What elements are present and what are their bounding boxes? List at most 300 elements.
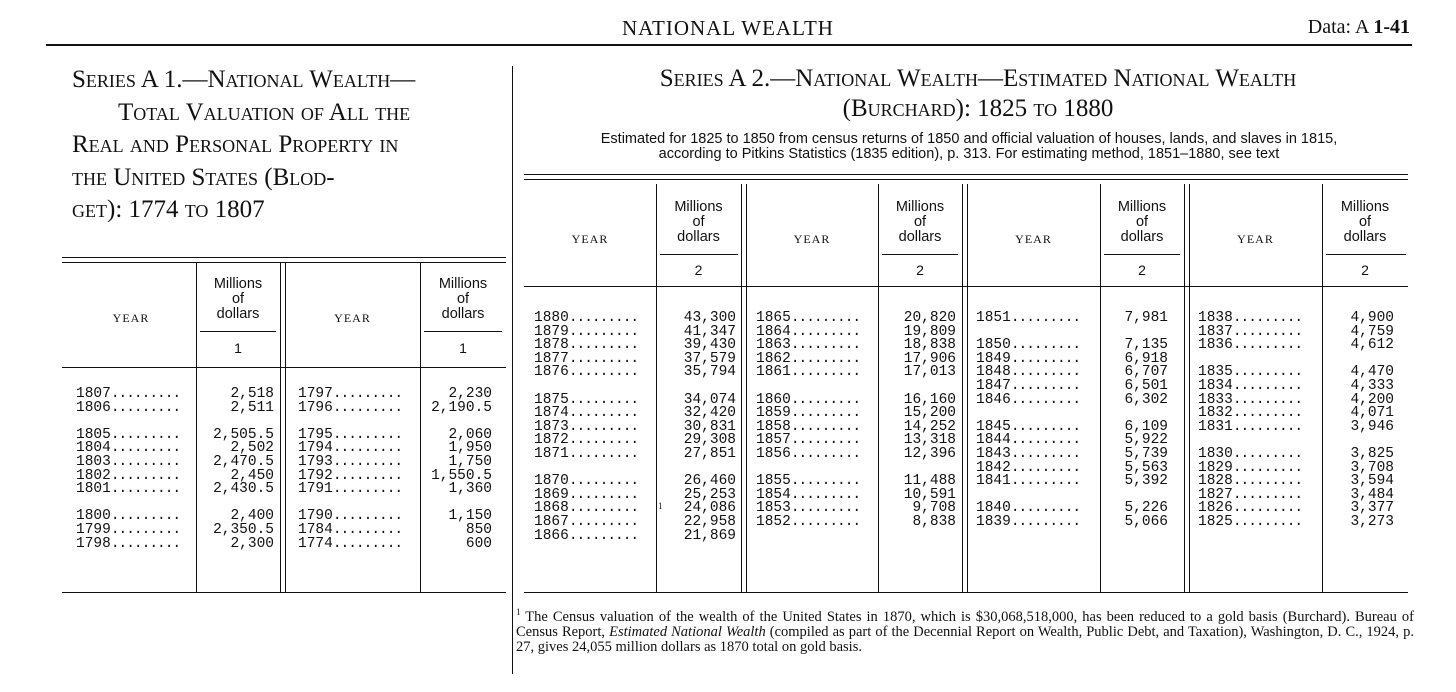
value-cell: 1,750: [448, 453, 492, 470]
leader-dots: .........: [332, 467, 403, 484]
value-cell: 1,150: [448, 508, 492, 525]
value-cell: 22,958: [683, 513, 736, 530]
leader-dots: .........: [1232, 364, 1303, 381]
value-cell: 39,430: [683, 337, 736, 354]
value-cell: 16,160: [903, 391, 956, 408]
year-cell: 1801.........: [76, 481, 181, 498]
leader-dots: .........: [1232, 377, 1303, 394]
leader-dots: .........: [1010, 364, 1081, 381]
data-ref-prefix: Data: A: [1307, 16, 1374, 38]
value-cell: 6,918: [1124, 350, 1168, 367]
year-cell: 1851.........: [976, 310, 1081, 326]
value-cell: 5,922: [1124, 432, 1168, 449]
value-cell: 4,470: [1350, 364, 1394, 381]
unit-header: [656, 200, 741, 245]
footnote-mark: 1: [516, 607, 521, 617]
table-bottom-rule: [62, 592, 506, 593]
leader-dots: .........: [110, 399, 181, 416]
year-cell: 1832.........: [1198, 405, 1303, 422]
series-a1-title-line: Series A 1.—National Wealth—: [72, 66, 416, 93]
series-a2-title-line2: (Burchard): 1825 to 1880: [842, 95, 1114, 122]
table-top-rule: [62, 257, 506, 258]
series-a2-note-line2: according to Pitkins Statistics (1835 edition), p. 313. For estimating method, 1851–1880, see text: [658, 146, 1280, 162]
series-a1-title-line: Real and Personal Property in: [72, 131, 399, 158]
value-cell: 18,838: [903, 337, 956, 354]
year-cell: 1827.........: [1198, 486, 1303, 503]
year-cell: 1844.........: [976, 432, 1081, 449]
footnote: [516, 605, 1414, 655]
col-rule: [741, 184, 742, 592]
value-cell: 2,450: [230, 467, 274, 484]
col-rule: [656, 184, 657, 592]
unit-header: [196, 277, 280, 322]
value-cell: 2,230: [448, 386, 492, 402]
unit-header-line: of: [456, 291, 470, 307]
year-cell: 1774.........: [298, 535, 403, 552]
unit-header-line: of: [913, 214, 927, 230]
leader-dots: .........: [1232, 473, 1303, 490]
year-cell: 1828.........: [1198, 473, 1303, 490]
year-cell: 1863.........: [756, 337, 861, 354]
leader-dots: .........: [1010, 432, 1081, 449]
leader-dots: .........: [790, 405, 861, 422]
leader-dots: .........: [1010, 500, 1081, 517]
year-cell: 1791.........: [298, 481, 403, 498]
unit-header-line: Millions: [1117, 199, 1167, 215]
year-cell: 1853.........: [756, 500, 861, 517]
data-ref-range: 1-41: [1373, 16, 1410, 38]
series-divider: [512, 66, 513, 674]
value-cell: 29,308: [683, 432, 736, 449]
unit-header-line: of: [692, 214, 705, 230]
leader-dots: .........: [790, 418, 861, 435]
year-cell: 1839.........: [976, 513, 1081, 530]
value-cell: 32,420: [683, 405, 736, 422]
unit-header-line: Millions: [674, 199, 723, 215]
year-cell: 1829.........: [1198, 459, 1303, 476]
col-number: 2: [916, 262, 924, 278]
value-cell: 4,900: [1350, 310, 1394, 326]
series-a2-title-line1: Series A 2.—National Wealth—Estimated National Wealth: [659, 65, 1297, 92]
value-cell: 5,563: [1124, 459, 1168, 476]
col-number: 2: [1361, 262, 1369, 278]
year-cell: 1876.........: [534, 364, 639, 381]
value-cell: 5,066: [1124, 513, 1168, 530]
value-cell: 30,831: [683, 418, 736, 435]
year-header: YEAR: [1015, 232, 1052, 246]
value-cell: 3,946: [1350, 418, 1394, 435]
value-cell: 3,377: [1350, 500, 1394, 517]
value-column: [882, 312, 956, 530]
value-cell: 2,502: [230, 440, 274, 457]
leader-dots: .........: [110, 535, 181, 552]
unit-header-line: of: [1135, 214, 1149, 230]
year-cell: 1860.........: [756, 391, 861, 408]
footnote-text-b: (compiled as part of the Decennial Report on Wealth, Public Debt, and Taxation), Washington, D. C., 1924, p. 27, gives 24,055 million dollars as 1870 total on gold basis.: [516, 623, 1414, 655]
year-cell: 1849.........: [976, 350, 1081, 367]
leader-dots: .........: [568, 527, 639, 544]
leader-dots: .........: [568, 432, 639, 449]
value-cell: 4,333: [1350, 377, 1394, 394]
year-cell: 1865.........: [756, 310, 861, 326]
leader-dots: .........: [568, 350, 639, 367]
unit-header-line: Millions: [895, 199, 945, 215]
year-cell: 1831.........: [1198, 418, 1303, 435]
leader-dots: .........: [790, 310, 861, 326]
year-cell: 1802.........: [76, 467, 181, 484]
footnote-text-a: The Census valuation of the wealth of the United States in 1870, which is $30,068,518,000, has been reduced to a gold basis (Burchard). Bureau of Census Report,: [516, 608, 1414, 640]
leader-dots: .........: [568, 418, 639, 435]
year-header: YEAR: [793, 232, 831, 246]
value-cell: 17,906: [903, 350, 956, 367]
leader-dots: .........: [790, 513, 861, 530]
value-cell: 4,200: [1350, 391, 1394, 408]
year-cell: 1784.........: [298, 521, 403, 538]
leader-dots: .........: [332, 426, 403, 443]
year-cell: 1837.........: [1198, 323, 1303, 340]
value-cell: 5,739: [1124, 445, 1168, 462]
unit-header-line: Millions: [213, 276, 263, 292]
leader-dots: .........: [1232, 445, 1303, 462]
year-cell: 1843.........: [976, 445, 1081, 462]
value-cell: 4,759: [1350, 323, 1394, 340]
leader-dots: .........: [790, 391, 861, 408]
leader-dots: .........: [790, 337, 861, 354]
value-cell: 8,838: [912, 513, 956, 530]
leader-dots: .........: [1010, 418, 1081, 435]
year-cell: 1830.........: [1198, 445, 1303, 462]
value-cell: 11,488: [903, 473, 956, 490]
leader-dots: .........: [790, 432, 861, 449]
year-header: YEAR: [1237, 232, 1274, 246]
value-cell: 34,074: [683, 391, 736, 408]
leader-dots: .........: [1010, 391, 1081, 408]
value-cell: 21,869: [683, 527, 736, 544]
year-column: [76, 388, 194, 551]
unit-header-line: Millions: [1340, 199, 1390, 215]
col-rule: [1322, 184, 1323, 592]
leader-dots: .........: [1010, 350, 1081, 367]
leader-dots: .........: [110, 440, 181, 457]
unit-header-line: dollars: [441, 306, 485, 322]
leader-dots: .........: [790, 350, 861, 367]
series-a2-note-line1: Estimated for 1825 to 1850 from census returns of 1850 and official valuation of houses, lands, and slaves in 1815,: [600, 131, 1338, 147]
value-cell: 2,400: [230, 508, 274, 525]
year-header: YEAR: [571, 232, 609, 246]
year-cell: 1797.........: [298, 386, 403, 402]
year-cell: 1864.........: [756, 323, 861, 340]
unit-rule: [1326, 254, 1406, 255]
value-column: [1326, 312, 1394, 530]
year-cell: 1875.........: [534, 391, 639, 408]
year-cell: 1874.........: [534, 405, 639, 422]
year-cell: 1873.........: [534, 418, 639, 435]
table-bottom-rule: [524, 592, 1408, 593]
value-cell: 1,550.5: [431, 467, 492, 484]
year-cell: 1836.........: [1198, 337, 1303, 354]
year-cell: 1834.........: [1198, 377, 1303, 394]
leader-dots: .........: [568, 473, 639, 490]
col-rule: [1184, 184, 1185, 592]
leader-dots: .........: [1232, 405, 1303, 422]
year-column: [756, 312, 874, 530]
unit-header-line: dollars: [1120, 229, 1164, 245]
year-cell: 1868.........: [534, 500, 639, 517]
year-column: [534, 312, 652, 543]
value-cell: 3,594: [1350, 473, 1394, 490]
year-cell: 1826.........: [1198, 500, 1303, 517]
leader-dots: .........: [1010, 459, 1081, 476]
year-cell: 1798.........: [76, 535, 181, 552]
value-cell: 20,820: [903, 310, 956, 326]
year-cell: 1880.........: [534, 310, 639, 326]
year-cell: 1799.........: [76, 521, 181, 538]
unit-rule: [424, 331, 502, 332]
col-number: 2: [694, 262, 703, 278]
year-cell: 1846.........: [976, 391, 1081, 408]
value-cell: 43,300: [683, 310, 736, 326]
leader-dots: .........: [332, 453, 403, 470]
year-cell: 1856.........: [756, 445, 861, 462]
unit-rule: [1104, 254, 1180, 255]
value-cell: 6,707: [1124, 364, 1168, 381]
year-cell: 1847.........: [976, 377, 1081, 394]
col-rule: [878, 184, 879, 592]
value-cell: 24,086: [683, 500, 736, 517]
col-number: 2: [1138, 262, 1146, 278]
year-cell: 1862.........: [756, 350, 861, 367]
unit-header-line: dollars: [216, 306, 260, 322]
value-cell: 6,501: [1124, 377, 1168, 394]
year-cell: 1852.........: [756, 513, 861, 530]
year-cell: 1841.........: [976, 473, 1081, 490]
col-rule: [962, 184, 963, 592]
year-cell: 1877.........: [534, 350, 639, 367]
leader-dots: .........: [1010, 310, 1081, 326]
value-cell: 6,109: [1124, 418, 1168, 435]
year-cell: 1867.........: [534, 513, 639, 530]
value-cell: 4,612: [1350, 337, 1394, 354]
value-cell: 3,825: [1350, 445, 1394, 462]
year-cell: 1872.........: [534, 432, 639, 449]
leader-dots: .........: [568, 364, 639, 381]
leader-dots: .........: [568, 337, 639, 354]
year-header: YEAR: [112, 311, 150, 325]
year-cell: 1842.........: [976, 459, 1081, 476]
year-cell: 1807.........: [76, 386, 181, 402]
unit-rule: [200, 331, 276, 332]
year-cell: 1854.........: [756, 486, 861, 503]
leader-dots: .........: [568, 486, 639, 503]
value-cell: 9,708: [912, 500, 956, 517]
year-cell: 1805.........: [76, 426, 181, 443]
table-top-rule: [524, 179, 1408, 180]
leader-dots: .........: [568, 323, 639, 340]
page-header-data-ref: [1308, 16, 1410, 39]
leader-dots: .........: [110, 467, 181, 484]
leader-dots: .........: [568, 500, 639, 517]
year-cell: 1835.........: [1198, 364, 1303, 381]
year-cell: 1800.........: [76, 508, 181, 525]
year-cell: 1840.........: [976, 500, 1081, 517]
value-cell: 5,226: [1124, 500, 1168, 517]
series-a1-title-line: the United States (Blod-: [72, 163, 335, 191]
year-cell: 1869.........: [534, 486, 639, 503]
leader-dots: .........: [1232, 337, 1303, 354]
value-cell: 600: [465, 535, 492, 552]
value-cell: 19,809: [903, 323, 956, 340]
value-cell: 2,300: [230, 535, 274, 552]
leader-dots: .........: [790, 364, 861, 381]
leader-dots: .........: [1232, 486, 1303, 503]
series-a1-title: [72, 64, 512, 227]
value-cell: 1,950: [448, 440, 492, 457]
value-cell: 2,060: [448, 426, 492, 443]
value-cell: 12,396: [903, 445, 956, 462]
leader-dots: .........: [568, 513, 639, 530]
year-column: [976, 312, 1094, 530]
value-column: [1104, 312, 1168, 530]
header-rule: [46, 44, 1412, 46]
leader-dots: .........: [110, 521, 181, 538]
year-cell: 1861.........: [756, 364, 861, 381]
value-column: [202, 388, 274, 551]
unit-header-line: Millions: [438, 276, 488, 292]
value-cell: 14,252: [903, 418, 956, 435]
table-head-rule: [62, 367, 506, 368]
year-cell: 1796.........: [298, 399, 403, 416]
year-cell: 1850.........: [976, 337, 1081, 354]
col-number: 1: [459, 340, 467, 356]
year-cell: 1879.........: [534, 323, 639, 340]
value-cell: 5,392: [1124, 473, 1168, 490]
col-number: 1: [234, 340, 242, 356]
col-rule: [1100, 184, 1101, 592]
year-cell: 1855.........: [756, 473, 861, 490]
leader-dots: .........: [790, 473, 861, 490]
footnote-title-italic: Estimated National Wealth: [609, 623, 766, 640]
leader-dots: .........: [1232, 459, 1303, 476]
unit-header-line: of: [231, 291, 245, 307]
value-cell: 7,981: [1124, 310, 1168, 326]
leader-dots: .........: [1232, 513, 1303, 530]
value-cell: 3,273: [1350, 513, 1394, 530]
year-cell: 1794.........: [298, 440, 403, 457]
year-cell: 1793.........: [298, 453, 403, 470]
unit-rule: [882, 254, 958, 255]
page-header-title: NATIONAL WEALTH: [622, 16, 834, 40]
unit-header-line: of: [1358, 214, 1372, 230]
leader-dots: .........: [1232, 310, 1303, 326]
value-cell: 2,430.5: [213, 481, 274, 498]
value-cell: 850: [465, 521, 492, 538]
leader-dots: .........: [568, 391, 639, 408]
value-cell: 41,347: [683, 323, 736, 340]
leader-dots: .........: [790, 486, 861, 503]
year-cell: 1825.........: [1198, 513, 1303, 530]
table-top-rule: [524, 174, 1408, 175]
leader-dots: .........: [568, 310, 639, 326]
leader-dots: .........: [790, 323, 861, 340]
leader-dots: .........: [1010, 377, 1081, 394]
value-cell: 1,360: [448, 481, 492, 498]
year-cell: 1803.........: [76, 453, 181, 470]
year-cell: 1866.........: [534, 527, 639, 544]
value-column: [662, 312, 736, 543]
leader-dots: .........: [332, 399, 403, 416]
leader-dots: .........: [790, 445, 861, 462]
leader-dots: .........: [568, 405, 639, 422]
year-cell: 1857.........: [756, 432, 861, 449]
unit-header-line: dollars: [1343, 229, 1387, 245]
series-a2-title: [548, 64, 1408, 124]
leader-dots: .........: [332, 481, 403, 498]
value-cell: 3,484: [1350, 486, 1394, 503]
value-cell: 2,511: [230, 399, 274, 416]
unit-header: [420, 277, 506, 322]
leader-dots: .........: [1010, 445, 1081, 462]
value-cell: 37,579: [683, 350, 736, 367]
footnote-reference-mark: 1: [658, 501, 663, 511]
unit-rule: [660, 254, 738, 255]
leader-dots: .........: [568, 445, 639, 462]
value-cell: 2,470.5: [213, 453, 274, 470]
value-column: [426, 388, 492, 551]
leader-dots: .........: [110, 508, 181, 525]
col-rule: [280, 262, 281, 592]
leader-dots: .........: [1232, 323, 1303, 340]
table-top-rule: [62, 262, 506, 263]
year-cell: 1870.........: [534, 473, 639, 490]
year-cell: 1858.........: [756, 418, 861, 435]
unit-header-line: dollars: [677, 229, 720, 245]
year-cell: 1790.........: [298, 508, 403, 525]
leader-dots: .........: [332, 440, 403, 457]
value-cell: 17,013: [903, 364, 956, 381]
value-cell: 27,851: [683, 445, 736, 462]
value-cell: 10,591: [903, 486, 956, 503]
leader-dots: .........: [1010, 473, 1081, 490]
year-cell: 1804.........: [76, 440, 181, 457]
year-cell: 1795.........: [298, 426, 403, 443]
value-cell: 2,518: [230, 386, 274, 402]
leader-dots: .........: [332, 386, 403, 402]
leader-dots: .........: [110, 453, 181, 470]
leader-dots: .........: [1232, 391, 1303, 408]
leader-dots: .........: [1010, 337, 1081, 354]
leader-dots: .........: [110, 426, 181, 443]
year-header: YEAR: [334, 311, 371, 325]
value-cell: 35,794: [683, 364, 736, 381]
year-cell: 1845.........: [976, 418, 1081, 435]
year-cell: 1871.........: [534, 445, 639, 462]
year-cell: 1806.........: [76, 399, 181, 416]
leader-dots: .........: [1232, 418, 1303, 435]
series-a1-title-line: get): 1774 to 1807: [72, 196, 265, 223]
unit-header: [1322, 200, 1408, 245]
leader-dots: .........: [1232, 500, 1303, 517]
value-cell: 25,253: [683, 486, 736, 503]
unit-header: [1100, 200, 1184, 245]
value-cell: 4,071: [1350, 405, 1394, 422]
year-cell: 1792.........: [298, 467, 403, 484]
leader-dots: .........: [332, 508, 403, 525]
leader-dots: .........: [332, 521, 403, 538]
value-cell: 7,135: [1124, 337, 1168, 354]
leader-dots: .........: [110, 386, 181, 402]
year-cell: 1833.........: [1198, 391, 1303, 408]
series-a2-note: [528, 132, 1410, 162]
